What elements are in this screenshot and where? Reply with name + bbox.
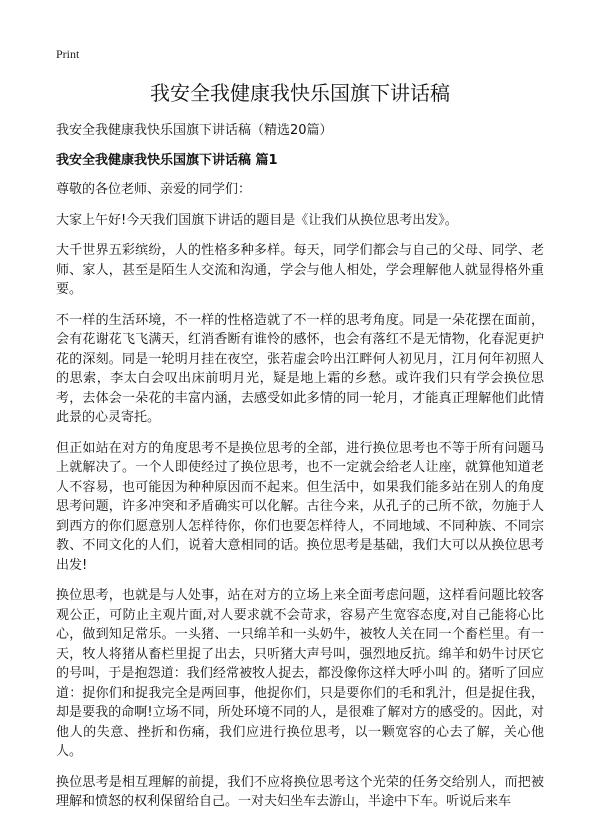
print-label: Print	[56, 47, 80, 61]
body-paragraph: 但正如站在对方的角度思考不是换位思考的全部，进行换位思考也不等于所有问题马上就解决了。一个人即使经过了换位思考，也不一定就会给老人让座，就算他知道老人不容易，也可能因为种种原因而不起来。但生活中，如果我们能多站在别人的角度思考问题，许多冲突和矛盾确实可以化解。古往今来，从孔子的己所不欲，勿施于人到西方的你们愿意别人怎样待你，你们也要怎样待人，不同地域、不同种族、不同宗教、不同文化的人们，说着大意相同的话。换位思考是基础，我们大可以从换位思考出发!	[56, 440, 544, 573]
section-heading: 我安全我健康我快乐国旗下讲话稿 篇1	[56, 153, 278, 168]
body-paragraph: 不一样的生活环境，不一样的性格造就了不一样的思考角度。同是一朵花摆在面前，会有花谢花飞飞满天，红消香断有谁怜的感怀，也会有落红不是无情物，化春泥更护花的深刻。同是一轮明月挂在夜空，张若虚会吟出江畔何人初见月，江月何年初照人的思索，李太白会叹出床前明月光，疑是地上霜的乡愁。或许我们只有学会换位思考，去体会一朵花的丰富内涵，去感受如此多情的同一轮月，才能真正理解他们此情此景的心灵寄托。	[56, 312, 544, 425]
body-paragraph: 换位思考是相互理解的前提，我们不应将换位思考这个光荣的任务交给别人，而把被理解和愤怒的权利保留给自己。一对夫妇坐车去游山，半途中下车。听说后来车	[56, 774, 544, 809]
body-paragraph: 大家上午好!今天我们国旗下讲话的题目是《让我们从换位思考出发》。	[56, 212, 458, 228]
body-paragraph: 大千世界五彩缤纷，人的性格多种多样。每天，同学们都会与自己的父母、同学、老师、家人，甚至是陌生人交流和沟通，学会与他人相处，学会理解他人就显得格外重要。	[56, 243, 544, 297]
document-subtitle: 我安全我健康我快乐国旗下讲话稿（精选20篇）	[56, 123, 333, 138]
document-title: 我安全我健康我快乐国旗下讲话稿	[150, 81, 450, 105]
body-paragraph: 换位思考，也就是与人处事，站在对方的立场上来全面考虑问题，这样看问题比较客观公正，可防止主观片面,对人要求就不会苛求，容易产生宽容态度,对自己能将心比心，做到知足常乐。一头猪、一只绵羊和一头奶牛，被牧人关在同一个畜栏里。有一天，牧人将猪从畜栏里捉了出去，只听猪大声号叫，强烈地反抗。绵羊和奶牛讨厌它的号叫，于是抱怨道：我们经常被牧人捉去，都没像你这样大呼小叫 的。猪听了回应道：捉你们和捉我完全是两回事，他捉你们，只是要你们的毛和乳汁，但是捉住我，却是要我的命啊!立场不同，所处环境不同的人，是很难了解对方的感受的。因此，对他人的失意、挫折和伤痛，我们应进行换位思考，以一颗宽容的心去了解，关心他人。	[56, 588, 544, 759]
greeting-paragraph: 尊敬的各位老师、亲爱的同学们：	[56, 182, 252, 197]
document-body	[56, 180, 544, 823]
